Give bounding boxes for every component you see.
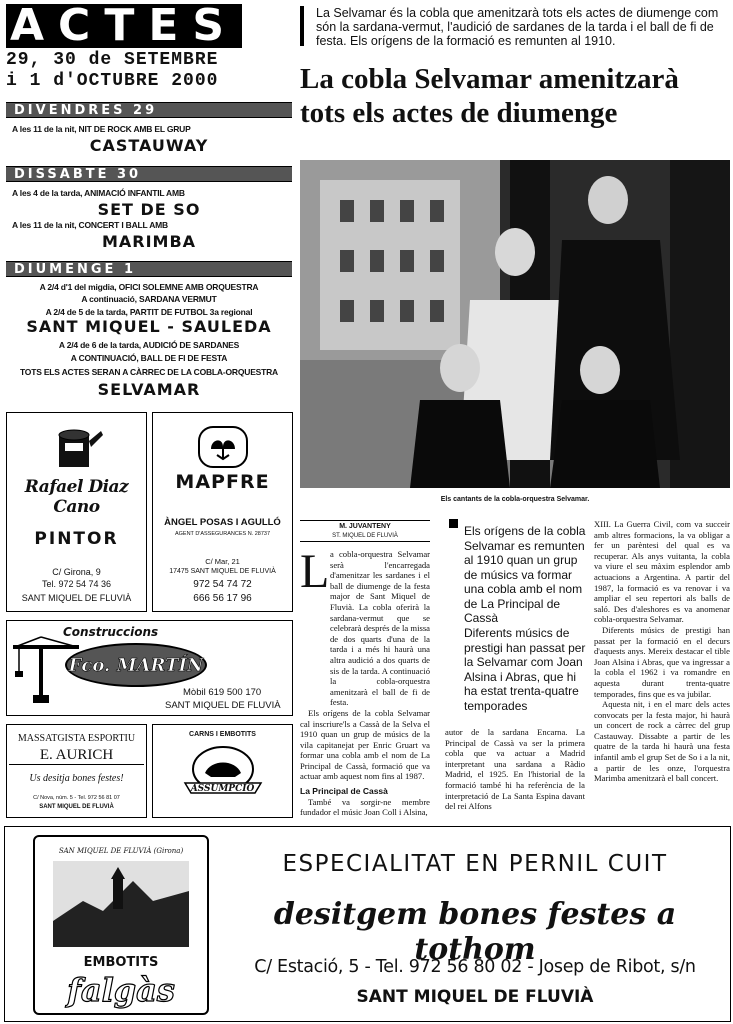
mapfre-phone-1: 972 54 74 72	[193, 579, 252, 590]
saturday-band-1: SET DE SO	[97, 200, 201, 219]
article-headline: La cobla Selvamar amenitzarà tots els actes de diumenge	[300, 63, 679, 129]
ad-aurich	[6, 724, 147, 818]
falgas-logo-word: EMBOTITS	[83, 955, 159, 970]
martin-name: Fco. MARTÍN	[68, 655, 204, 676]
friday-line-1: A les 11 de la nit, NIT DE ROCK AMB EL GRUP	[12, 124, 191, 134]
sunday-match: SANT MIQUEL - SAULEDA	[26, 317, 272, 336]
byline-place: ST. MIQUEL DE FLUVIÀ	[300, 533, 430, 542]
friday-band: CASTAUWAY	[89, 136, 209, 155]
mapfre-town: 17475 SANT MIQUEL DE FLUVIÀ	[169, 568, 276, 575]
sunday-line-5: A CONTINUACIÓ, BALL DE FI DE FESTA	[70, 353, 228, 363]
pull-quote-1: Els orígens de la cobla Selvamar es remunten al 1910 quan un grup de músics va formar una cobla amb el nom de La Principal de Cassà	[464, 524, 586, 625]
article-column-3	[594, 519, 730, 819]
sunday-line-1: A 2/4 d'1 del migdia, OFICI SOLEMNE AMB ORQUESTRA	[39, 282, 259, 292]
saturday-line-2: A les 11 de la nit, CONCERT I BALL AMB	[12, 220, 168, 230]
saturday-line-1: A les 4 de la tarda, ANIMACIÓ INFANTIL AMB	[12, 188, 185, 198]
sunday-line-2: A continuació, SARDANA VERMUT	[81, 294, 217, 304]
dates-line-2: i 1 d'OCTUBRE 2000	[6, 71, 219, 91]
aurich-address: C/ Nova, núm. 5 - Tel. 972 56 81 07	[33, 795, 120, 801]
sunday-line-3: A 2/4 de 5 de la tarda, PARTIT DE FUTBOL 3a regional	[45, 307, 253, 317]
col1-subhead: La Principal de Cassà	[300, 786, 388, 797]
falgas-specialty: ESPECIALITAT EN PERNIL CUIT	[282, 851, 668, 877]
saturday-header: DISSABTE 30	[6, 166, 292, 182]
photo-singers-image	[300, 160, 730, 488]
drop-cap: L	[300, 545, 330, 598]
sunday-line-4: A 2/4 de 6 de la tarda, AUDICIÓ DE SARDANES	[58, 340, 240, 350]
sunday-band: SELVAMAR	[97, 380, 201, 399]
sunday-header: DIUMENGE 1	[6, 261, 292, 277]
mapfre-logo-icon	[197, 425, 249, 469]
falgas-brand: falgàs	[67, 971, 175, 1009]
pull-quote-2: Diferents músics de prestigi han passat per la Selvamar com Joan Alsina i Abras, que hi ha estat trenta-quatre temporades	[464, 626, 586, 713]
friday-header: DIVENDRES 29	[6, 102, 292, 118]
programme-title: ACTES	[6, 4, 242, 48]
byline: M. JUVANTENY	[339, 523, 391, 530]
falgas-logo-top: SAN MIQUEL DE FLUVIÀ (Girona)	[58, 847, 184, 855]
col3-paragraph-3: Aquesta nit, i en el marc dels actes convocats per la festa major, hi haurà un concert de rock a càrrec del grup Castauway. Dissabte a partir de les quatre de la tarda hi haurà una festa infantil amb el grup Set de So i a la nit, a partir de les onze, l'orquestra Marimba amenitzarà el ball concert.	[594, 699, 730, 784]
diaz-trade: PINTOR	[34, 529, 119, 549]
mapfre-agent: ÀNGEL POSAS I AGULLÓ	[164, 517, 281, 528]
ad-mapfre	[152, 412, 293, 612]
sunday-line-6: TOTS ELS ACTES SERAN A CÀRREC DE LA COBLA-ORQUESTRA	[19, 367, 279, 377]
col1-paragraph-2: Els orígens de la cobla Selvamar cal inscriure'ls a Cassà de la Selva el 1910 quan un grup de músics de la vila capitanejat per Enric Gruart va formar una cobla amb el nom de La Principal de Cassà, formació que va actuar amb aquest nom fins al 1987.	[300, 707, 430, 782]
col1-paragraph-1: a cobla-orquestra Selvamar serà l'encarregada d'amenitzar les sardanes i el ball de diumenge de la festa major de Sant Miquel de Fluvià. La cobla oferirà la sardana-vermut que se celebrarà després de la missa de dos quarts d'una de la tarda i a més hi haurà una altra audició a dos quarts de sis de la tarda. A continuació la cobla-orquestra amenitzarà el ball de fi de festa.	[330, 549, 430, 708]
byline-rule	[300, 520, 430, 521]
diaz-town: SANT MIQUEL DE FLUVIÀ	[21, 593, 132, 603]
falgas-address: C/ Estació, 5 - Tel. 972 56 80 02 - Josep de Ribot, s/n	[254, 957, 696, 977]
ad-assumpcio	[152, 724, 293, 818]
aurich-slogan: Us desitja bones festes!	[29, 773, 124, 784]
article-column-2: autor de la sardana Encarna. La Principal de Cassà va ser la primera cobla que va actuar a Madrid interpretant una sardana a Ràdio Madrid, el 1925. En l'historial de la formació també hi ha referència de la interpretació de La Santa Espina davant del rei Alfons	[445, 727, 585, 812]
article-lead: La Selvamar és la cobla que amenitzarà tots els actes de diumenge com són la sardana-vermut, l'audició de sardanes de la tarda i el ball de fi de festa. Els orígens de la formació es remunten al 1910.	[316, 6, 719, 48]
saturday-band-2: MARIMBA	[101, 232, 197, 251]
aurich-town: SANT MIQUEL DE FLUVIÀ	[39, 804, 114, 810]
ad-diaz-cano	[6, 412, 147, 612]
mapfre-phone-2: 666 56 17 96	[193, 593, 252, 604]
diaz-phone: Tel. 972 54 74 36	[41, 579, 112, 589]
lead-bar	[300, 6, 304, 46]
col1-paragraph-3: També va sorgir-ne membre fundador el músic Joan Coll i Alsina,	[300, 796, 430, 818]
photo-caption: Els cantants de la cobla-orquestra Selvamar.	[440, 496, 590, 503]
mapfre-address: C/ Mar, 21	[205, 557, 240, 566]
assumpcio-name: ASSUMPCIÓ	[190, 784, 255, 794]
dates-line-1: 29, 30 de SETEMBRE	[6, 50, 219, 70]
pull-quote-marker	[449, 519, 458, 528]
article-column-1	[300, 545, 430, 819]
col3-paragraph-2: Diferents músics de prestigi han passat per la formació en el decurs d'aquests anys. Mereix destacar el tible Joan Alsina i Abras, que va ingressar a la cobla el 1962 i va romandre en aquesta durant trenta-quatre temporades, fins que es va jubilar.	[594, 624, 730, 699]
martin-mobile: Mòbil 619 500 170	[183, 687, 262, 698]
programme-dates	[6, 50, 218, 92]
aurich-title: MASSATGISTA ESPORTIU	[17, 733, 136, 744]
paint-bucket-icon	[51, 425, 103, 473]
village-drawing-icon	[53, 861, 189, 947]
martin-town: SANT MIQUEL DE FLUVIÀ	[165, 700, 281, 711]
falgas-greeting: desitgem bones festes a tothom	[273, 897, 677, 967]
falgas-logo-frame	[33, 835, 209, 1015]
ad-construccions-martin	[6, 620, 293, 716]
mapfre-brand: MAPFRE	[175, 471, 270, 493]
diaz-name: Rafael Diaz Cano	[24, 477, 129, 517]
mapfre-agent-role: AGENT D'ASSEGURANCES N. 28737	[174, 531, 271, 537]
ad-embotits-falgas	[4, 826, 731, 1022]
col3-paragraph-1: XIII. La Guerra Civil, com va succeir amb altres formacions, la va obligar a fer un parèntesi del qual es va recuperar. Als anys vuitanta, la cobla va viure el seu màxim esplendor amb actuacions a Argentina. A partir del 1987, la formació es va renovar i va ampliar el seu repertori als balls de saló. Des d'aleshores es va anomenar cobla-orquestra Selvamar.	[594, 519, 730, 625]
article-photo	[300, 160, 730, 488]
assumpcio-top: CARNS I EMBOTITS	[189, 731, 256, 738]
aurich-name: E. AURICH	[9, 747, 144, 765]
diaz-address: C/ Girona, 9	[52, 567, 101, 577]
martin-title: Construccions	[63, 625, 159, 639]
falgas-town: SANT MIQUEL DE FLUVIÀ	[356, 987, 594, 1007]
